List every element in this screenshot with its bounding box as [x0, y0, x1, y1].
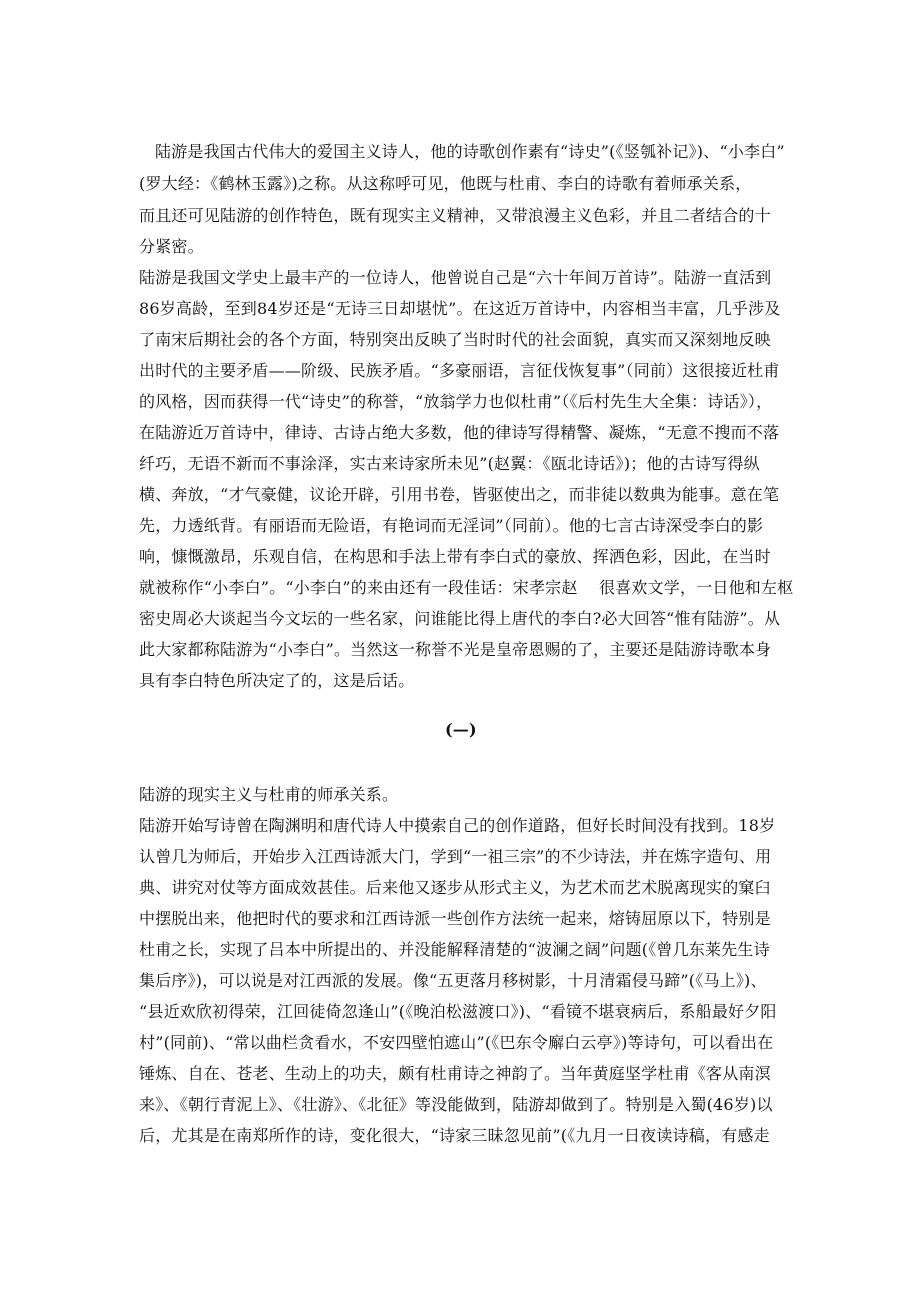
- text-line: 横、奔放，“才气豪健，议论开辟，引用书卷，皆驱使出之，而非徒以数典为能事。意在笔: [139, 485, 780, 504]
- text-line: 了南宋后期社会的各个方面，特别突出反映了当时时代的社会面貌，真实而又深刻地反映: [139, 330, 771, 349]
- text-line: 集后序》)，可以说是对江西派的发展。像“五更落月移树影，十月清霜侵马蹄”(《马上》)、: [139, 971, 767, 990]
- text-line: 纤巧，无语不新而不事涂泽，实古来诗家所未见”(赵翼：《瓯北诗话》)；他的古诗写得纵: [139, 454, 760, 473]
- text-line: 锤炼、自在、苍老、生动上的功夫，颇有杜甫诗之神韵了。当年黄庭坚学杜甫《客从南溟: [139, 1064, 771, 1083]
- text-line: 此大家都称陆游为“小李白”。当然这一称誉不光是皇帝恩赐的了，主要还是陆游诗歌本身: [139, 640, 772, 659]
- text-line: 具有李白特色所决定了的，这是后话。: [139, 671, 415, 690]
- text-line: 而且还可见陆游的创作特色，既有现实主义精神，又带浪漫主义色彩，并且二者结合的十: [139, 206, 771, 225]
- text-line: 出时代的主要矛盾——阶级、民族矛盾。“多豪丽语，言征伐恢复事”（同前）这很接近杜甫: [139, 361, 780, 380]
- text-line: 响，慷慨激昂，乐观自信，在构思和手法上带有李白式的豪放、挥洒色彩，因此，在当时: [139, 547, 771, 566]
- text-line: 密史周必大谈起当今文坛的一些名家，问谁能比得上唐代的李白?必大回答“惟有陆游”。从: [139, 609, 781, 628]
- text-line: 来》、《朝行青泥上》、《壮游》、《北征》等没能做到，陆游却做到了。特别是入蜀(46岁)以: [139, 1095, 773, 1114]
- text-line: 典、讲究对仗等方面成效甚佳。后来他又逐步从形式主义，为艺术而艺术脱离现实的窠臼: [139, 878, 771, 897]
- text-line: 陆游是我国古代伟大的爱国主义诗人，他的诗歌创作素有“诗史”(《竖瓠补记》)、“小李白”: [155, 142, 785, 161]
- text-line: (罗大经：《鹤林玉露》)之称。从这称呼可见，他既与杜甫、李白的诗歌有着师承关系，: [139, 174, 752, 193]
- section-title: 陆游的现实主义与杜甫的师承关系。: [139, 785, 399, 804]
- text-line: 陆游开始写诗曾在陶渊明和唐代诗人中摸索自己的创作道路，但好长时间没有找到。18岁: [139, 816, 776, 835]
- section-heading: (—): [445, 720, 477, 739]
- text-line: 后，尤其是在南郑所作的诗，变化很大，“诗家三昧忽见前”(《九月一日夜读诗稿，有感走: [139, 1126, 770, 1145]
- text-line: 86岁高龄，至到84岁还是“无诗三日却堪忧”。在这近万首诗中，内容相当丰富，几乎涉及: [139, 299, 781, 318]
- text-line: “县近欢欣初得荣，江回徒倚忽逢山”(《晚泊松滋渡口》)、“看镜不堪衰病后，系船最好夕阳: [139, 1002, 777, 1021]
- text-line: 村”(同前)、“常以曲栏贪看水，不安四壁怕遮山”(《巴东令廨白云亭》)等诗句，可以看出在: [139, 1033, 774, 1052]
- text-line: 陆游是我国文学史上最丰产的一位诗人，他曾说自己是“六十年间万首诗”。陆游一直活到: [139, 268, 772, 287]
- text-line: 分紧密。: [139, 237, 204, 256]
- text-line: 先，力透纸背。有丽语而无险语，有艳词而无淫词”（同前）。他的七言古诗深受李白的影: [139, 516, 764, 535]
- text-line: 的风格，因而获得一代“诗史”的称誉，“放翁学力也似杜甫”（《后村先生大全集：诗话》），: [139, 392, 773, 411]
- text-line: 杜甫之长，实现了吕本中所提出的、并没能解释清楚的“波澜之阔”问题(《曾几东莱先生诗: [139, 940, 770, 959]
- text-line: 在陆游近万首诗中，律诗、古诗占绝大多数，他的律诗写得精警、凝炼，“无意不搜而不落: [139, 423, 780, 442]
- text-line: 中摆脱出来，他把时代的要求和江西诗派一些创作方法统一起来，熔铸屈原以下，特别是: [139, 909, 771, 928]
- text-line: 认曾几为师后，开始步入江西诗派大门，学到“一祖三宗”的不少诗法，并在炼字造句、用: [139, 847, 772, 866]
- text-line: 就被称作“小李白”。“小李白”的来由还有一段佳话：宋孝宗赵 很喜欢文学，一日他和左枢: [139, 578, 794, 597]
